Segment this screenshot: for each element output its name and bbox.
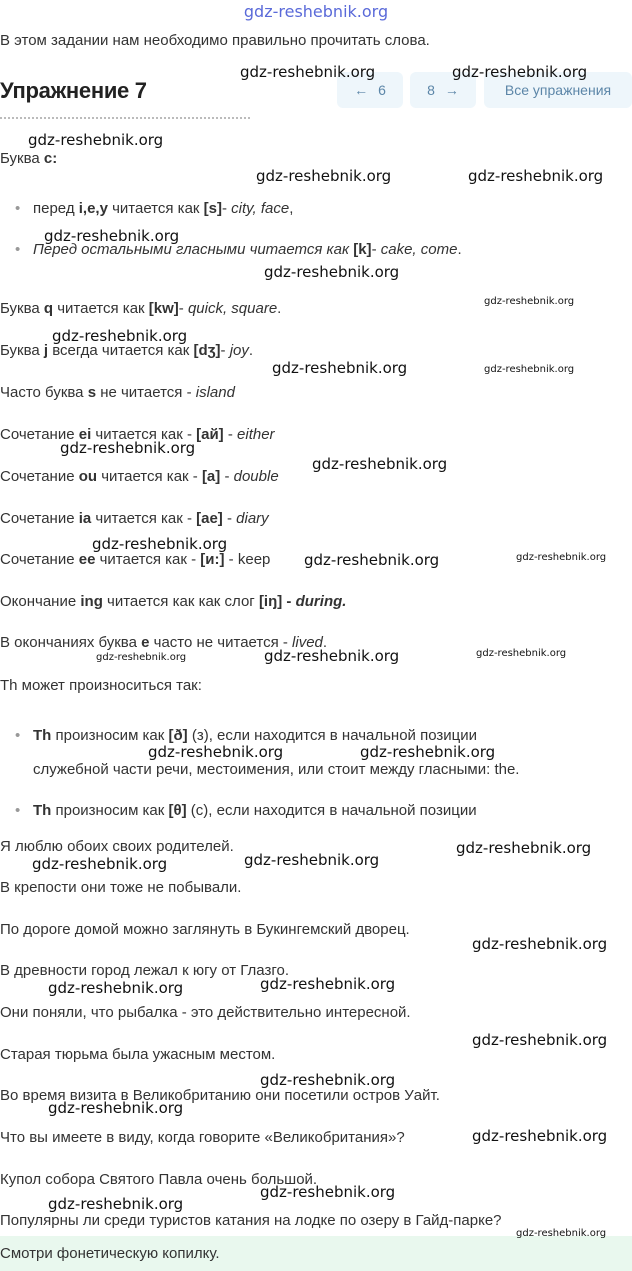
sentence-2: В крепости они тоже не побывали. — [0, 879, 242, 896]
sentence-7: Во время визита в Великобританию они посетили остров Уайт. — [0, 1087, 440, 1104]
watermark: gdz-reshebnik.org — [60, 439, 196, 457]
sentence-4: В древности город лежал к югу от Глазго. — [0, 962, 290, 979]
watermark: gdz-reshebnik.org — [516, 1228, 607, 1239]
sentence-6: Старая тюрьма была ужасным местом. — [0, 1046, 276, 1063]
ing-line: Окончание ing читается как как слог [iŋ] - during. — [0, 593, 347, 610]
next-exercise-button[interactable] — [410, 72, 476, 108]
watermark: gdz-reshebnik.org — [240, 63, 376, 81]
arrow-left-icon: ← — [354, 82, 369, 98]
watermark: gdz-reshebnik.org — [92, 535, 228, 553]
watermark: gdz-reshebnik.org — [476, 648, 567, 659]
ee-line: Сочетание ee читается как - [и:] - keep — [0, 551, 271, 568]
watermark: gdz-reshebnik.org — [484, 364, 575, 375]
watermark: gdz-reshebnik.org — [32, 855, 168, 873]
watermark: gdz-reshebnik.org — [468, 167, 604, 185]
watermark: gdz-reshebnik.org — [360, 743, 496, 761]
letter-j-line: Буква j всегда читается как [dʒ]- joy. — [0, 342, 254, 359]
th-intro: Th может произноситься так: — [0, 677, 202, 694]
watermark: gdz-reshebnik.org — [96, 652, 187, 663]
letter-c-line: Буква c: — [0, 150, 58, 167]
watermark: gdz-reshebnik.org — [516, 552, 607, 563]
th-voiced-bullet: • Th произносим как [ð] (з), если находится в начальной позиции — [33, 727, 477, 744]
watermark: gdz-reshebnik.org — [148, 743, 284, 761]
page-title: Упражнение 7 — [0, 78, 147, 103]
watermark: gdz-reshebnik.org — [264, 647, 400, 665]
th-voiced-continuation: служебной части речи, местоимения, или стоит между гласными: the. — [33, 761, 520, 778]
letter-s-line: Часто буква s не читается - island — [0, 384, 235, 401]
arrow-right-icon: → — [444, 82, 459, 98]
watermark: gdz-reshebnik.org — [264, 263, 400, 281]
watermark: gdz-reshebnik.org — [472, 935, 608, 953]
watermark: gdz-reshebnik.org — [456, 839, 592, 857]
watermark: gdz-reshebnik.org — [260, 975, 396, 993]
top-watermark: gdz-reshebnik.org — [243, 2, 389, 21]
watermark: gdz-reshebnik.org — [28, 131, 164, 149]
ei-line: Сочетание ei читается как - [ай] - either — [0, 426, 275, 443]
prev-exercise-number: 6 — [378, 82, 386, 98]
sentence-5: Они поняли, что рыбалка - это действительно интересной. — [0, 1004, 411, 1021]
ou-line: Сочетание ou читается как - [а] - double — [0, 468, 279, 485]
sentence-8: Что вы имеете в виду, когда говорите «Великобритания»? — [0, 1129, 405, 1146]
watermark: gdz-reshebnik.org — [48, 1195, 184, 1213]
watermark: gdz-reshebnik.org — [312, 455, 448, 473]
watermark: gdz-reshebnik.org — [484, 296, 575, 307]
th-voiceless-bullet: • Th произносим как [θ] (с), если находится в начальной позиции — [33, 802, 477, 819]
prev-exercise-button[interactable] — [337, 72, 403, 108]
bullet-c-hard: • Перед остальными гласными читается как [k]- cake, come. — [33, 241, 462, 258]
ia-line: Сочетание ia читается как - [ae] - diary — [0, 510, 269, 527]
bullet-c-soft: • перед i,e,y читается как [s]- city, face, — [33, 200, 293, 217]
watermark: gdz-reshebnik.org — [44, 227, 180, 245]
intro-text: В этом задании нам необходимо правильно прочитать слова. — [0, 32, 430, 49]
watermark: gdz-reshebnik.org — [48, 979, 184, 997]
sentence-3: По дороге домой можно заглянуть в Букингемский дворец. — [0, 921, 410, 938]
e-ending-line: В окончаниях буква e часто не читается - lived. — [0, 634, 328, 651]
watermark: gdz-reshebnik.org — [272, 359, 408, 377]
watermark: gdz-reshebnik.org — [244, 851, 380, 869]
watermark: gdz-reshebnik.org — [304, 551, 440, 569]
watermark: gdz-reshebnik.org — [452, 63, 588, 81]
all-exercises-button[interactable]: Все упражнения — [484, 72, 632, 108]
footer-note: Смотри фонетическую копилку. — [0, 1236, 632, 1271]
watermark: gdz-reshebnik.org — [472, 1031, 608, 1049]
watermark: gdz-reshebnik.org — [48, 1099, 184, 1117]
cut-line — [0, 117, 250, 125]
watermark: gdz-reshebnik.org — [256, 167, 392, 185]
sentence-10: Популярны ли среди туристов катания на лодке по озеру в Гайд-парке? — [0, 1212, 502, 1229]
watermark: gdz-reshebnik.org — [260, 1183, 396, 1201]
watermark: gdz-reshebnik.org — [52, 327, 188, 345]
sentence-1: Я люблю обоих своих родителей. — [0, 838, 234, 855]
letter-q-line: Буква q читается как [kw]- quick, square. — [0, 300, 282, 317]
next-exercise-number: 8 — [427, 82, 435, 98]
watermark: gdz-reshebnik.org — [260, 1071, 396, 1089]
sentence-9: Купол собора Святого Павла очень большой. — [0, 1171, 318, 1188]
watermark: gdz-reshebnik.org — [472, 1127, 608, 1145]
